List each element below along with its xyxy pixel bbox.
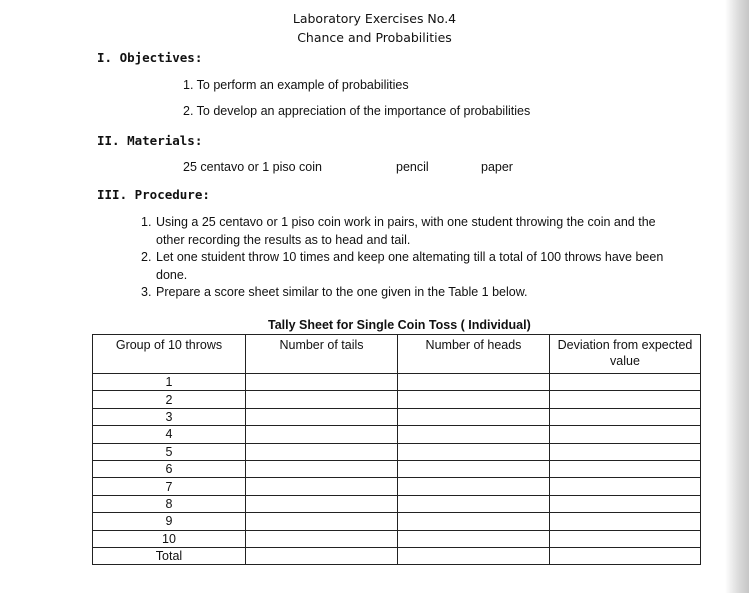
table-header-row <box>93 335 701 374</box>
header-group: Group of 10 throws <box>93 335 246 374</box>
material-item: paper <box>481 160 513 174</box>
heads-cell <box>398 426 550 443</box>
table-row <box>93 443 701 460</box>
tails-cell <box>246 374 398 391</box>
deviation-cell <box>550 547 701 564</box>
materials-heading: II. Materials: <box>97 133 203 148</box>
material-item: 25 centavo or 1 piso coin <box>183 160 322 174</box>
table-row <box>93 547 701 564</box>
group-number-cell: 2 <box>93 391 246 408</box>
deviation-cell <box>550 408 701 425</box>
table-caption: Tally Sheet for Single Coin Toss ( Individual) <box>268 318 531 332</box>
header-heads: Number of heads <box>398 335 550 374</box>
step-text: Let one stuident throw 10 times and keep one altemating till a total of 100 throws have been <box>156 250 664 264</box>
tails-cell <box>246 478 398 495</box>
deviation-cell <box>550 495 701 512</box>
objectives-heading: I. Objectives: <box>97 50 203 65</box>
deviation-cell <box>550 391 701 408</box>
deviation-cell <box>550 443 701 460</box>
table-row <box>93 374 701 391</box>
tails-cell <box>246 547 398 564</box>
table-row <box>93 478 701 495</box>
step-number: 2. <box>141 250 152 264</box>
tails-cell <box>246 426 398 443</box>
heads-cell <box>398 495 550 512</box>
heads-cell <box>398 374 550 391</box>
table-row <box>93 495 701 512</box>
table-row <box>93 513 701 530</box>
deviation-cell <box>550 530 701 547</box>
step-number: 1. <box>141 215 152 229</box>
tails-cell <box>246 495 398 512</box>
document-subtitle: Chance and Probabilities <box>297 30 452 45</box>
heads-cell <box>398 530 550 547</box>
group-number-cell: 7 <box>93 478 246 495</box>
group-number-cell: 3 <box>93 408 246 425</box>
header-tails: Number of tails <box>246 335 398 374</box>
deviation-cell <box>550 460 701 477</box>
objective-item: 2. To develop an appreciation of the importance of probabilities <box>183 104 531 118</box>
heads-cell <box>398 460 550 477</box>
deviation-cell <box>550 478 701 495</box>
group-number-cell: 10 <box>93 530 246 547</box>
table-row <box>93 426 701 443</box>
tails-cell <box>246 513 398 530</box>
step-number: 3. <box>141 285 152 299</box>
deviation-cell <box>550 513 701 530</box>
tails-cell <box>246 530 398 547</box>
page-edge-shadow <box>725 0 749 593</box>
header-deviation: Deviation from expected value <box>550 335 701 374</box>
procedure-step <box>141 284 701 302</box>
group-number-cell: 8 <box>93 495 246 512</box>
tails-cell <box>246 391 398 408</box>
heads-cell <box>398 443 550 460</box>
table-row <box>93 460 701 477</box>
group-number-cell: 4 <box>93 426 246 443</box>
group-number-cell: Total <box>93 547 246 564</box>
group-number-cell: 6 <box>93 460 246 477</box>
procedure-heading: III. Procedure: <box>97 187 210 202</box>
table-row <box>93 391 701 408</box>
table-row <box>93 408 701 425</box>
heads-cell <box>398 391 550 408</box>
tails-cell <box>246 460 398 477</box>
step-text-continued: other recording the results as to head and tail. <box>156 232 411 247</box>
group-number-cell: 5 <box>93 443 246 460</box>
group-number-cell: 9 <box>93 513 246 530</box>
heads-cell <box>398 547 550 564</box>
procedure-step <box>141 249 701 284</box>
tails-cell <box>246 408 398 425</box>
tally-sheet-table <box>92 334 701 565</box>
heads-cell <box>398 408 550 425</box>
table-row <box>93 530 701 547</box>
step-text: Prepare a score sheet similar to the one given in the Table 1 below. <box>156 285 528 299</box>
objective-item: 1. To perform an example of probabilities <box>183 78 409 92</box>
document-title: Laboratory Exercises No.4 <box>292 11 457 26</box>
tails-cell <box>246 443 398 460</box>
material-item: pencil <box>396 160 429 174</box>
heads-cell <box>398 478 550 495</box>
heads-cell <box>398 513 550 530</box>
step-text-continued: done. <box>156 267 188 282</box>
procedure-step <box>141 214 701 249</box>
group-number-cell: 1 <box>93 374 246 391</box>
deviation-cell <box>550 374 701 391</box>
deviation-cell <box>550 426 701 443</box>
step-text: Using a 25 centavo or 1 piso coin work in pairs, with one student throwing the coin and the <box>156 215 656 229</box>
